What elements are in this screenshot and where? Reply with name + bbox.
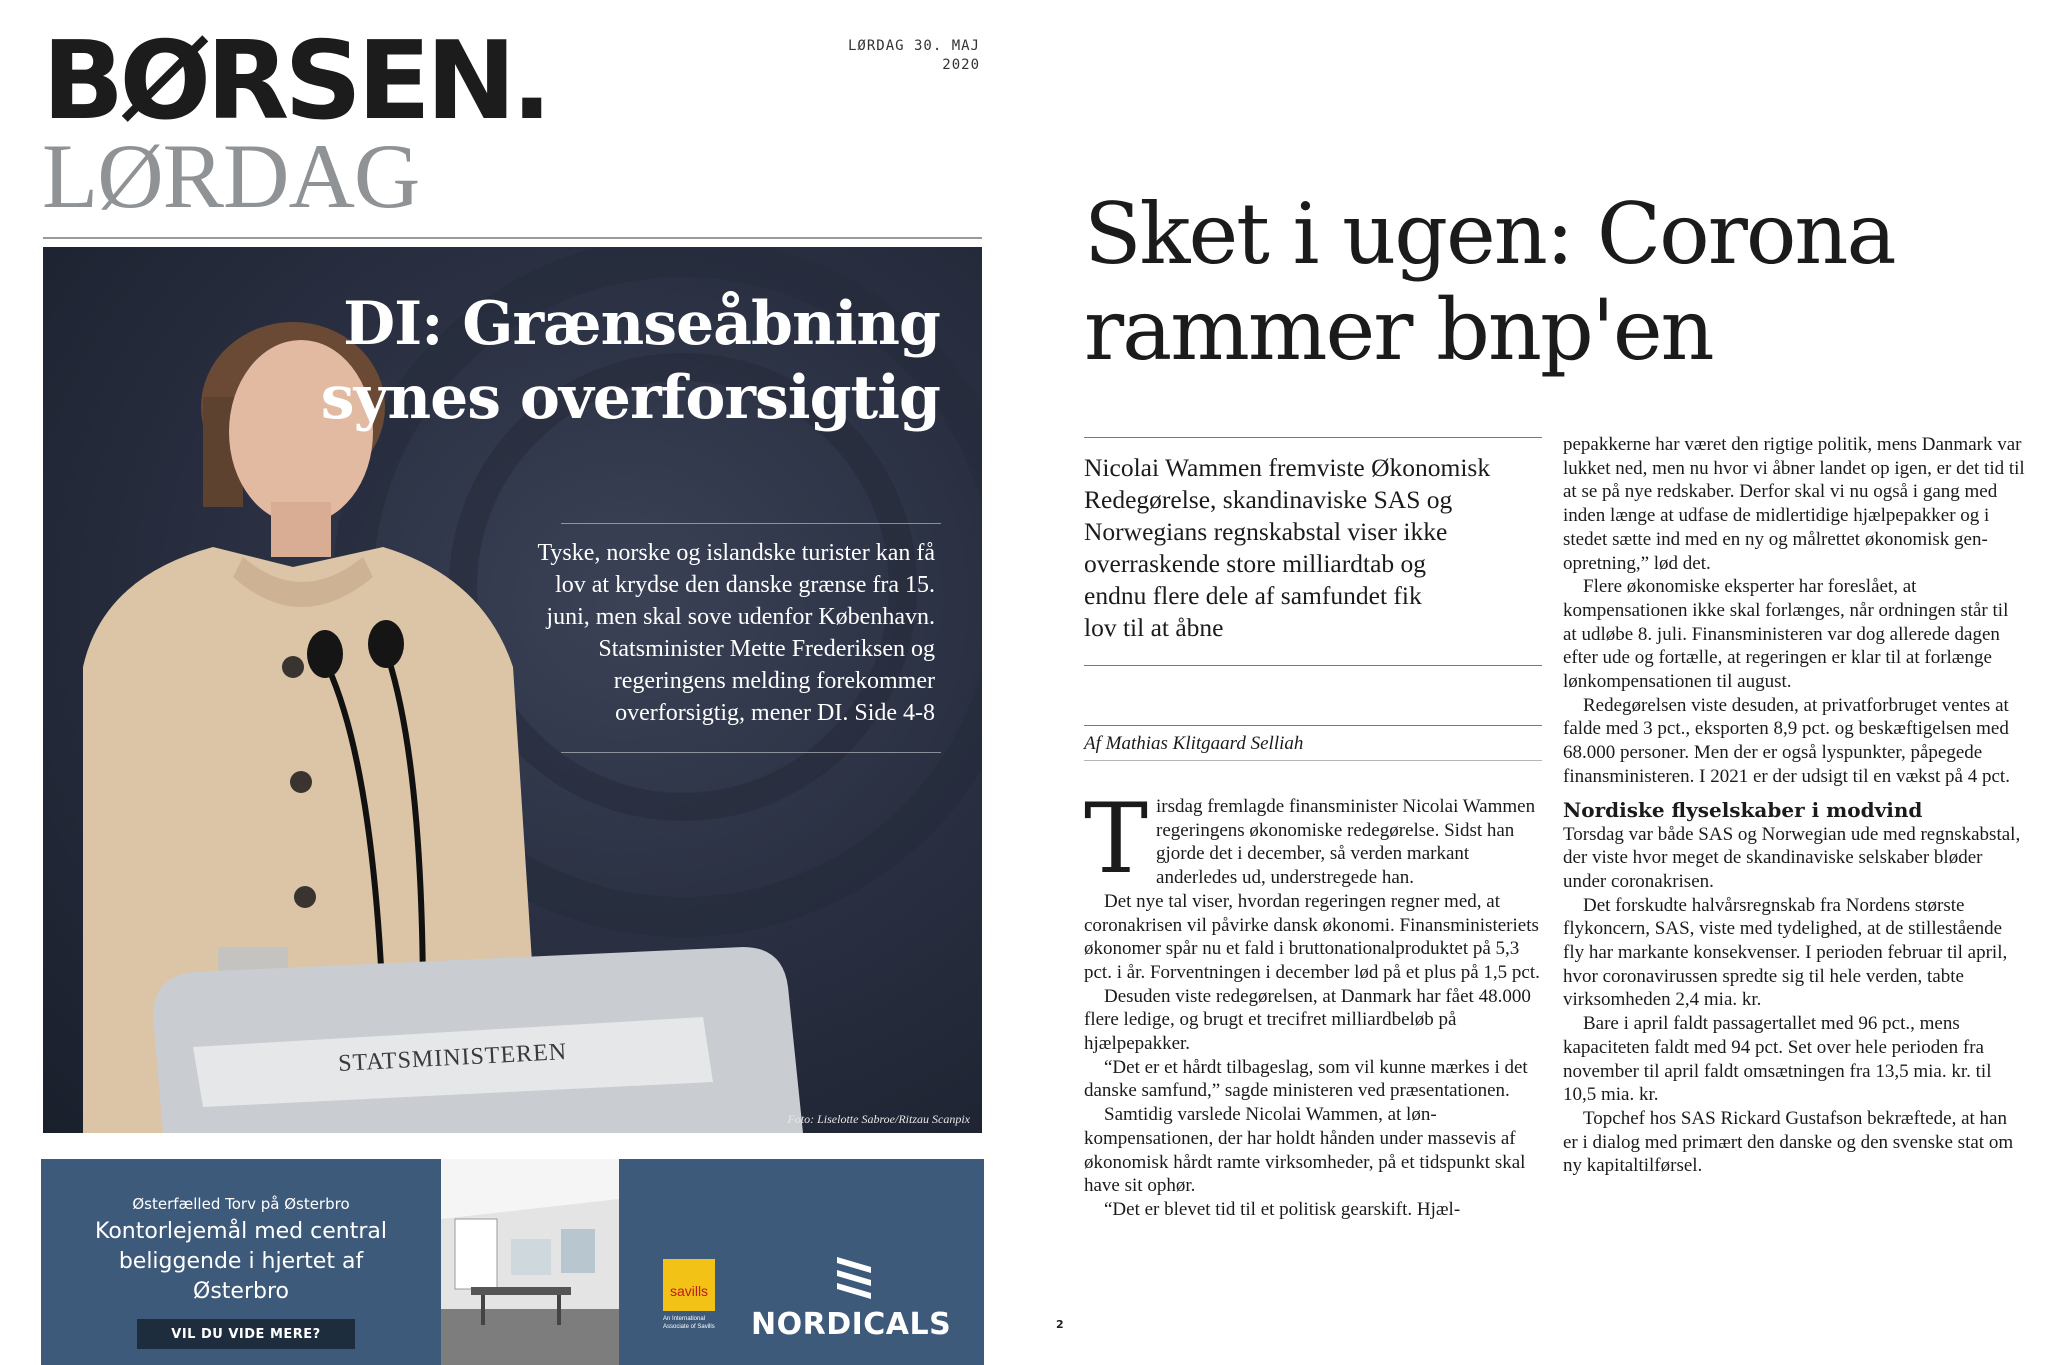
- issue-date-line1: LØRDAG 30. MAJ: [847, 38, 980, 54]
- ad-kicker: Østerfælled Torv på Østerbro: [132, 1195, 350, 1213]
- lede-line: endnu flere dele af samfundet fik: [1084, 581, 1422, 610]
- savills-tagline-line: An International: [663, 1316, 706, 1322]
- article-headline: [1084, 186, 2024, 378]
- divider: [1084, 437, 1542, 438]
- ad-more-info-button[interactable]: VIL DU VIDE MERE?: [137, 1319, 355, 1349]
- body-paragraph: Bare i april faldt passagertallet med 96 pct., mens kapaciteten faldt med 94 pct. Set over hele perioden fra november til april faldt omsætningen fra 13,5 mia. kr. til 10,5 mia. kr.: [1563, 1013, 1992, 1106]
- body-paragraph: pepakkerne har været den rigtige politik, mens Danmark var lukket ned, men nu hvor vi åbner landet op igen, er det tid til at se på nye redskaber. Derfor skal vi nu også i gang med inden længe at udfase de midlertidige hjælpepakker og i stedet sætte ind med en ny og målrettet økonomisk genopretning,” lød det.: [1563, 434, 2025, 574]
- ad-headline-line: Østerbro: [193, 1279, 289, 1304]
- divider: [561, 523, 941, 524]
- podium-sign: STATSMINISTEREN: [337, 1039, 568, 1077]
- article-lede: [1084, 452, 1544, 644]
- divider: [1084, 725, 1542, 726]
- savills-tagline: [663, 1315, 735, 1331]
- savills-logo: savills: [663, 1259, 715, 1311]
- lede-line: lov til at åbne: [1084, 613, 1224, 642]
- article-headline-line2: rammer bnp'en: [1084, 281, 1713, 379]
- cover-deck-line: lov at krydse den danske grænse fra 15.: [555, 572, 935, 598]
- body-paragraph: Det forskudte halvårsregnskab fra Nordens største flykoncern, SAS, viste med tydelighed, at de stillestående fly har markante konsekvenser. I perioden februar til april, hvor coronavirussen spredte sig til hele verden, tabte virksomheden 2,4 mia. kr.: [1563, 894, 2008, 1011]
- cover-headline-line2: synes overforsigtig: [320, 363, 940, 433]
- lede-line: overraskende store milliardtab og: [1084, 549, 1427, 578]
- body-paragraph: Samtidig varslede Nicolai Wammen, at lønkompensationen, der har holdt hånden under massevis af økonomisk hårdt ramte virksomheder, på et tidspunkt skal have sit ophør.: [1084, 1104, 1526, 1197]
- cover-headline-line1: DI: Grænseåbning: [343, 289, 940, 359]
- cover-deck-line: regeringens melding forekommer: [613, 668, 935, 694]
- body-paragraph-text: irsdag fremlagde finansminister Nicolai Wammen regeringens økonomiske redegørelse. Sidst han gjorde det i december, så verden markant anderledes ud, understregede han.: [1156, 796, 1536, 889]
- cover-headline: [220, 287, 940, 435]
- body-paragraph: Topchef hos SAS Rickard Gustafson bekræftede, at han er i dialog med primært den danske og den svenske stat om ny kapitaltilførsel.: [1563, 1107, 2014, 1177]
- advertisement[interactable]: [41, 1159, 984, 1365]
- ad-office-photo: [441, 1159, 619, 1365]
- lede-line: Redegørelse, skandinaviske SAS og: [1084, 485, 1453, 514]
- body-paragraph: “Det er blevet tid til et politisk gearskift. Hjæl-: [1104, 1198, 1461, 1220]
- cover-deck-line: Tyske, norske og islandske turister kan få: [537, 540, 935, 566]
- body-paragraph: Desuden viste redegørelsen, at Danmark har fået 48.000 flere ledige, og brugt et trecifret milliardbeløb på hjælpepakker.: [1084, 985, 1531, 1055]
- article-subhead: Nordiske flyselskaber i modvind: [1563, 797, 1923, 822]
- lede-line: Norwegians regnskabstal viser ikke: [1084, 517, 1448, 546]
- issue-date: [820, 37, 980, 75]
- masthead-logo: BØRSEN.: [42, 19, 548, 144]
- ad-headline-line: Kontorlejemål med central: [95, 1219, 387, 1244]
- body-paragraph: Redegørelsen viste desuden, at privatforbruget ventes at falde med 3 pct., eksporten 8,9 pct. og beskæftigelsen med 68.000 personer. Men der er også lyspunkter, påpegede finansministeren. I 2021 er der udsigt til en vækst på 4 pct.: [1563, 694, 2010, 787]
- nordicals-logo: NORDICALS: [751, 1307, 952, 1342]
- photo-credit: Foto: Liselotte Sabroe/Ritzau Scanpix: [787, 1112, 970, 1126]
- cover-deck: [415, 537, 935, 729]
- cover-deck-line: juni, men skal sove udenfor København.: [546, 604, 935, 630]
- byline: Af Mathias Klitgaard Selliah: [1084, 733, 1304, 754]
- divider: [43, 237, 982, 239]
- body-paragraph: “Det er et hårdt tilbageslag, som vil kunne mærkes i det danske samfund,” sagde ministeren ved præsentationen.: [1084, 1056, 1528, 1102]
- lede-line: Nicolai Wammen fremviste Økonomisk: [1084, 453, 1491, 482]
- savills-tagline-line: Associate of Savills: [663, 1324, 715, 1330]
- cover-deck-line: Statsminister Mette Frederiksen og: [598, 636, 935, 662]
- cover-deck-line: overforsigtig, mener DI. Side 4-8: [615, 700, 935, 726]
- page-number: 2: [1056, 1318, 1064, 1331]
- divider: [561, 752, 941, 753]
- divider: [1084, 665, 1542, 666]
- nordicals-mark-icon: [831, 1257, 877, 1299]
- drop-cap: T: [1084, 783, 1149, 895]
- article-column-2: [1563, 433, 2025, 1178]
- ad-headline-line: beliggende i hjertet af: [118, 1249, 364, 1274]
- cover-photo: [43, 247, 982, 1133]
- divider: [1084, 760, 1542, 761]
- masthead-edition: LØRDAG: [42, 125, 420, 227]
- article-headline-line1: Sket i ugen: Corona: [1084, 185, 1895, 283]
- body-paragraph: [1084, 783, 1546, 895]
- body-paragraph: Torsdag var både SAS og Norwegian ude med regnskabstal, der viste hvor meget de skandinaviske selskaber bløder under coronakrisen.: [1563, 823, 2021, 892]
- body-paragraph: Det nye tal viser, hvordan regeringen regner med, at coronakrisen vil påvirke dansk økonomi. Finansministeriets økonomer spår nu et fald i bruttonationalproduktet på 5,3 pct. i år. Forventningen i december lød på et plus på 1,5 pct.: [1084, 890, 1540, 983]
- article-column-1: [1084, 783, 1546, 1222]
- ad-headline: [61, 1217, 421, 1307]
- body-paragraph: Flere økonomiske eksperter har foreslået, at kompensationen ikke skal forlænges, når ordningen står til at udløbe 8. juli. Finansministeren var dog allerede dagen efter ude og fortælle, at regeringen er klar til at forlænge lønkompensationen til august.: [1563, 576, 2009, 693]
- issue-date-line2: 2020: [942, 57, 980, 73]
- office-photo-illustration: [441, 1159, 619, 1365]
